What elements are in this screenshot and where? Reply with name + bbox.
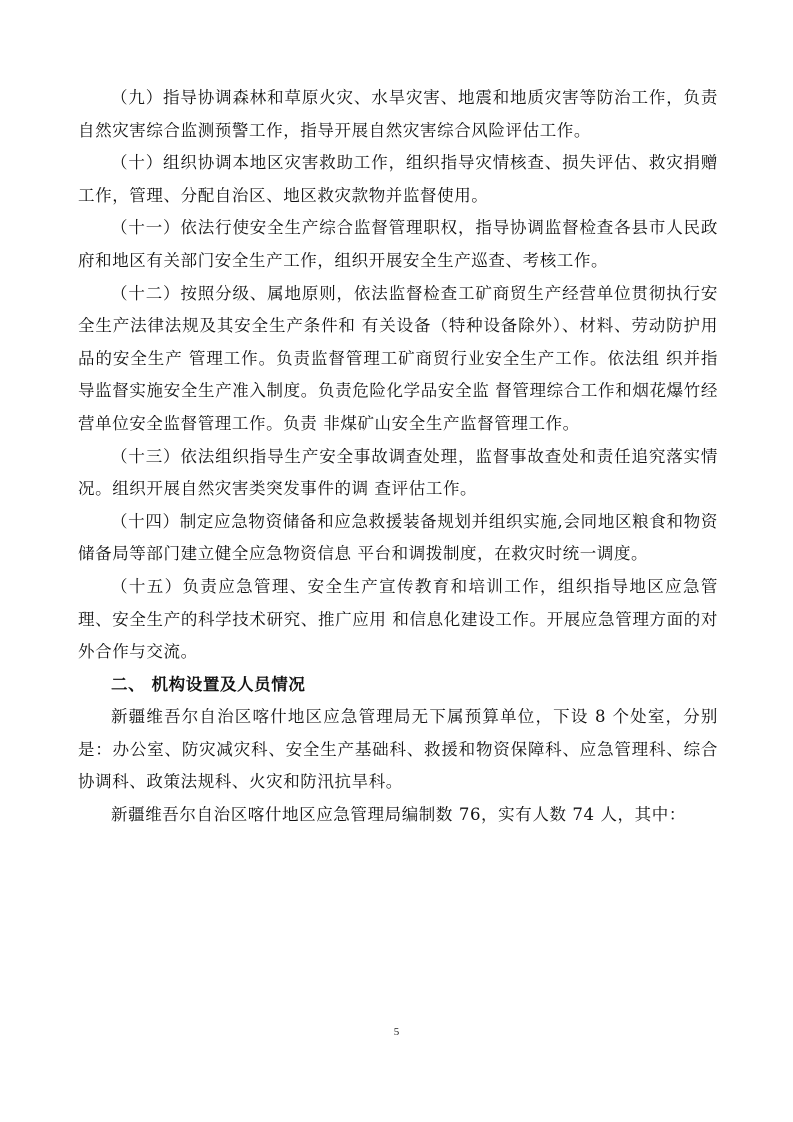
paragraph-item-11: （十一）依法行使安全生产综合监督管理职权，指导协调监督检查各县市人民政府和地区有关部门安全生产工作，组织开展安全生产巡查、考核工作。 <box>78 218 718 270</box>
paragraph-item-13: （十三）依法组织指导生产安全事故调查处理，监督事故查处和责任追究落实情况。组织开展自然灾害类突发事件的调 查评估工作。 <box>78 446 718 499</box>
paragraph-organization: 新疆维吾尔自治区喀什地区应急管理局无下属预算单位，下设 8 个处室，分别是：办公室、防灾减灾科、安全生产基础科、救援和物资保障科、应急管理科、综合协调科、政策法规科、火灾和防汛抗旱科。 <box>78 707 718 792</box>
section-heading: 二、 机构设置及人员情况 <box>111 674 306 694</box>
document-body <box>78 82 718 832</box>
paragraph-item-9: （九）指导协调森林和草原火灾、水旱灾害、地震和地质灾害等防治工作，负责自然灾害综合监测预警工作，指导开展自然灾害综合风险评估工作。 <box>78 88 718 140</box>
paragraph-item-10: （十）组织协调本地区灾害救助工作，组织指导灾情核查、损失评估、救灾捐赠工作，管理、分配自治区、地区救灾款物并监督使用。 <box>78 153 718 205</box>
page-number: 5 <box>393 1026 400 1038</box>
paragraph-item-14: （十四）制定应急物资储备和应急救援装备规划并组织实施,会同地区粮食和物资储备局等部门建立健全应急物资信息 平台和调拨制度，在救灾时统一调度。 <box>78 511 718 564</box>
paragraph-staffing: 新疆维吾尔自治区喀什地区应急管理局编制数 76，实有人数 74 人，其中： <box>111 805 686 825</box>
paragraph-item-15: （十五）负责应急管理、安全生产宣传教育和培训工作，组织指导地区应急管理、安全生产的科学技术研究、推广应用 和信息化建设工作。开展应急管理方面的对外合作与交流。 <box>78 576 718 662</box>
paragraph-item-12: （十二）按照分级、属地原则，依法监督检查工矿商贸生产经营单位贯彻执行安全生产法律法规及其安全生产条件和 有关设备（特种设备除外）、材料、劳动防护用品的安全生产 管理工作。负责监督管理工矿商贸行业安全生产工作。依法组 织并指导监督实施安全生产准入制度。负责危险化学品安全监 督管理综合工作和烟花爆竹经营单位安全监督管理工作。负责 非煤矿山安全生产监督管理工作。 <box>78 283 718 433</box>
